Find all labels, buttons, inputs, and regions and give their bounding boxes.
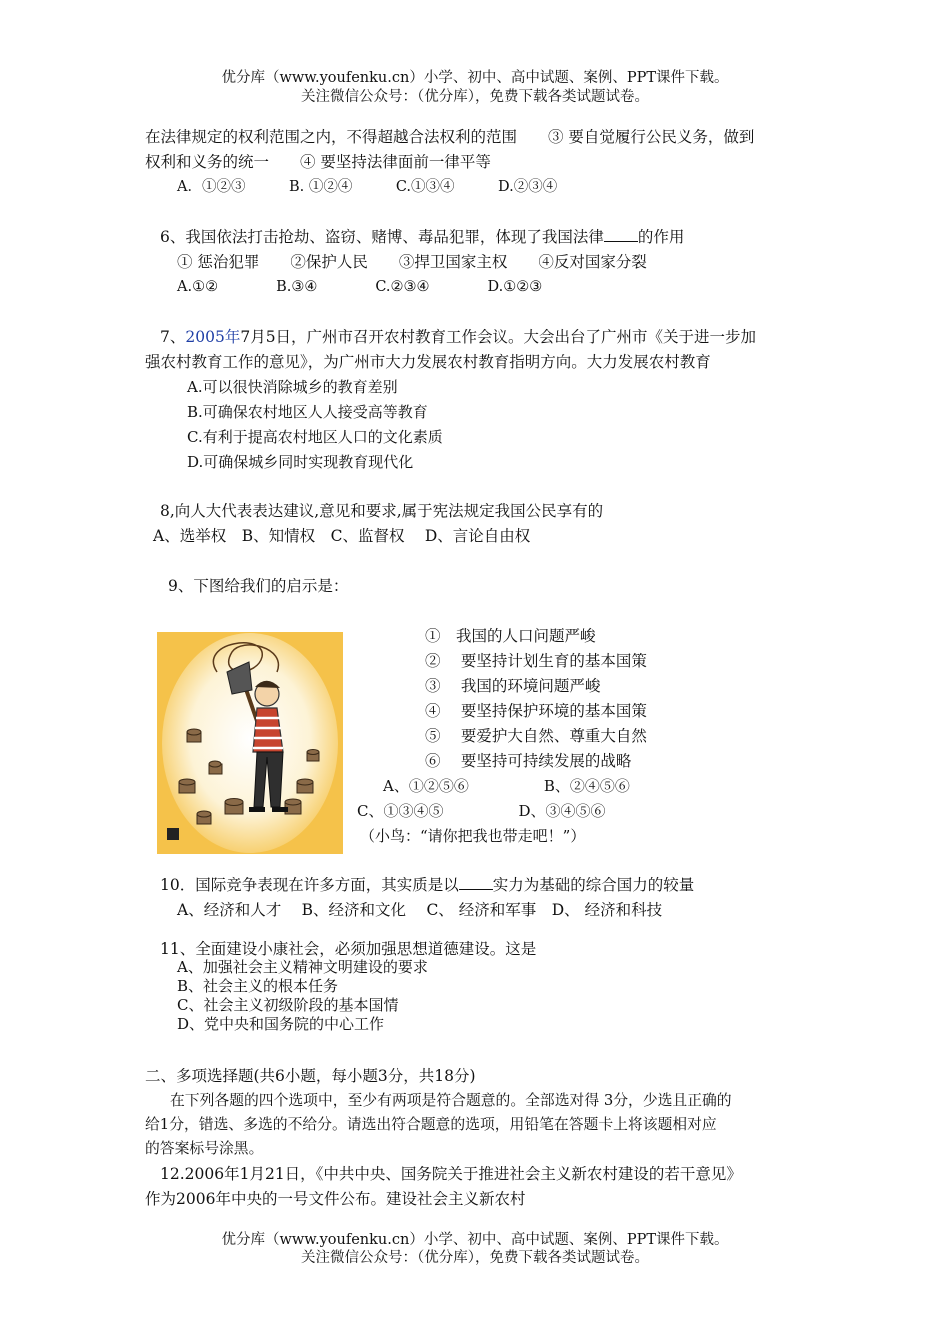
q6-blank [604, 227, 638, 242]
q10-options: A、经济和人才 B、经济和文化 C、 经济和军事 D、 经济和科技 [177, 901, 663, 919]
q9-item-2: ② 要坚持计划生育的基本国策 [425, 652, 647, 670]
q7-option-c: C.有利于提高农村地区人口的文化素质 [187, 428, 443, 446]
q7-stem-line2: 强农村教育工作的意见》，为广州市大力发展农村教育指明方向。大力发展农村教育 [145, 353, 711, 371]
q7-option-b: B.可确保农村地区人人接受高等教育 [187, 403, 428, 421]
page-header-line1: 优分库（www.youfenku.cn）小学、初中、高中试题、案例、PPT课件下载。 [221, 70, 729, 86]
q9-item-3: ③ 我国的环境问题严峻 [425, 677, 601, 695]
q8-options: A、选举权 B、知情权 C、监督权 D、言论自由权 [153, 527, 531, 545]
page-header-line2: 关注微信公众号：（优分库），免费下载各类试题试卷。 [301, 89, 649, 105]
q11-option-d: D、党中央和国务院的中心工作 [177, 1015, 385, 1033]
section2-instr-line2: 给1分，错选、多选的不给分。请选出符合题意的选项，用铅笔在答题卡上将该题相对应 [145, 1116, 717, 1133]
section2-instr-line1: 在下列各题的四个选项中，至少有两项是符合题意的。全部选对得 3分，少选且正确的 [170, 1092, 732, 1109]
q9-stem: 9、下图给我们的启示是： [168, 577, 349, 595]
q7-number: 7、 [160, 328, 186, 346]
q6-stem [160, 227, 684, 247]
q6-options: A.①② B.③④ C.②③④ D.①②③ [177, 279, 543, 295]
page-footer-line2: 关注微信公众号：（优分库），免费下载各类试题试卷。 [301, 1250, 649, 1266]
q7-option-d: D.可确保城乡同时实现教育现代化 [187, 453, 414, 471]
q6-stem-a: 6、我国依法打击抢劫、盗窃、赌博、毒品犯罪，体现了我国法律 [160, 228, 604, 246]
q11-option-a: A、加强社会主义精神文明建设的要求 [177, 958, 428, 976]
q9-item-1: ① 我国的人口问题严峻 [425, 627, 596, 645]
q7-year: 2005年 [185, 328, 241, 346]
q6-items: ① 惩治犯罪 ②保护人民 ③捍卫国家主权 ④反对国家分裂 [177, 253, 647, 271]
q10-stem [160, 875, 694, 895]
q9-item-4: ④ 要坚持保护环境的基本国策 [425, 702, 647, 720]
q11-stem: 11、全面建设小康社会，必须加强思想道德建设。这是 [160, 940, 537, 958]
q7-stem-line1 [160, 327, 756, 347]
q9-item-5: ⑤ 要爱护大自然、尊重大自然 [425, 727, 647, 745]
q10-blank [459, 875, 493, 890]
q11-option-b: B、社会主义的根本任务 [177, 977, 339, 995]
lumberjack-cartoon-image [157, 632, 343, 854]
q9-options-row2: C、①③④⑤ D、③④⑤⑥ [357, 802, 606, 820]
q9-options-row1: A、①②⑤⑥ B、②④⑤⑥ [383, 777, 630, 795]
q9-caption: （小鸟：“请你把我也带走吧！”） [360, 827, 586, 845]
q10-stem-a: 10．国际竞争表现在许多方面，其实质是以 [160, 876, 459, 894]
q5-text-line2: 权利和义务的统一 ④ 要坚持法律面前一律平等 [145, 153, 491, 171]
q12-line2: 作为2006年中央的一号文件公布。建设社会主义新农村 [145, 1190, 526, 1208]
q5-text-line1: 在法律规定的权利范围之内，不得超越合法权利的范围 ③ 要自觉履行公民义务，做到 [145, 128, 755, 146]
section2-title: 二、多项选择题(共6小题，每小题3分，共18分) [145, 1067, 476, 1085]
page-footer-line1: 优分库（www.youfenku.cn）小学、初中、高中试题、案例、PPT课件下载。 [221, 1232, 729, 1248]
q8-stem: 8,向人大代表表达建议,意见和要求,属于宪法规定我国公民享有的 [160, 502, 604, 520]
q7-option-a: A.可以很快消除城乡的教育差别 [187, 378, 398, 396]
q9-item-6: ⑥ 要坚持可持续发展的战略 [425, 752, 632, 770]
q11-option-c: C、社会主义初级阶段的基本国情 [177, 996, 399, 1014]
q7-stem-rest: 7月5日，广州市召开农村教育工作会议。大会出台了广州市《关于进一步加 [240, 328, 757, 346]
q6-stem-b: 的作用 [637, 228, 685, 246]
q5-options: A．①②③ B. ①②④ C.①③④ D.②③④ [177, 179, 558, 195]
section2-instr-line3: 的答案标号涂黑。 [145, 1140, 264, 1157]
q12-line1: 12.2006年1月21日，《中共中央、国务院关于推进社会主义新农村建设的若干意见》 [160, 1165, 742, 1183]
q10-stem-b: 实力为基础的综合国力的较量 [492, 876, 695, 894]
